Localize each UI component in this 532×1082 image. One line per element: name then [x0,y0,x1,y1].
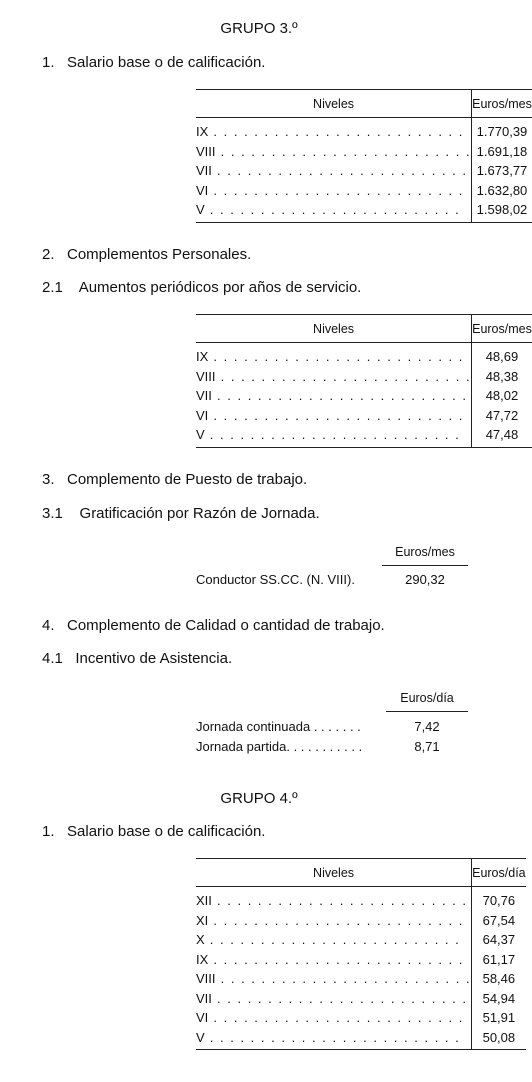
table-row [196,969,526,989]
table-row-label: Conductor SS.CC. (N. VIII). [196,572,355,587]
table-cell-value: 48,69 [472,343,532,367]
table-cell-nivel: VI . . . . . . . . . . . . . . . . . . . . . . . . . [196,1010,464,1026]
table-cell-nivel: VIII . . . . . . . . . . . . . . . . . . . . . . . . . [196,971,472,987]
table-cell-value: 58,46 [472,969,526,989]
table-row [196,200,532,222]
table-cell-nivel: IX . . . . . . . . . . . . . . . . . . . . . . . . . [196,349,464,365]
table-cell-value: 1.598,02 [472,200,532,222]
g3-heading-complemento-calidad: 4. Complemento de Calidad o cantidad de trabajo. [42,617,385,634]
table-cell-nivel: VIII . . . . . . . . . . . . . . . . . . . . . . . . . [196,368,472,384]
table-row-value: 7,42 [414,719,440,734]
table-cell-nivel: VIII . . . . . . . . . . . . . . . . . . . . . . . . . [196,143,472,159]
table-row [196,989,526,1009]
table-cell-value: 51,91 [472,1008,526,1028]
table-cell-value: 67,54 [472,911,526,931]
column-header-niveles: Niveles [196,90,472,118]
table-row [196,1028,526,1050]
table-row [196,1008,526,1028]
table-cell-nivel: XI . . . . . . . . . . . . . . . . . . . . . . . . . [196,912,464,928]
table-row [196,161,532,181]
g3-gratificacion-table [196,539,472,595]
table-row [196,911,526,931]
table-cell-nivel: VII . . . . . . . . . . . . . . . . . . . . . . . . . [196,388,468,404]
table-row [196,118,532,142]
table-cell-nivel: X . . . . . . . . . . . . . . . . . . . . . . . . . [196,932,461,948]
g3-heading-salario-base: 1. Salario base o de calificación. [42,54,266,71]
column-header-euros: Euros/mes [382,539,468,566]
table-row-label: Jornada continuada . . . . . . . [196,719,361,734]
g3-heading-gratificacion-jornada: 3.1 Gratificación por Razón de Jornada. [42,505,320,522]
g4-heading-salario-base: 1. Salario base o de calificación. [42,823,266,840]
table-row-value: 290,32 [405,572,445,587]
table-row-value: 8,71 [414,739,440,754]
table-cell-nivel: VI . . . . . . . . . . . . . . . . . . . . . . . . . [196,407,464,423]
table-cell-value: 64,37 [472,930,526,950]
table-cell-value: 70,76 [472,887,526,911]
table-cell-value: 48,02 [472,386,532,406]
table-cell-value: 1.673,77 [472,161,532,181]
table-row [196,367,532,387]
g3-heading-aumentos-periodicos: 2.1 Aumentos periódicos por años de servicio. [42,279,362,296]
table-cell-nivel: VII . . . . . . . . . . . . . . . . . . . . . . . . . [196,163,468,179]
column-header-euros: Euros/mes [472,315,532,343]
table-cell-nivel: VI . . . . . . . . . . . . . . . . . . . . . . . . . [196,182,464,198]
g3-incentivo-table [196,685,472,765]
table-row [196,425,532,447]
table-cell-value: 1.632,80 [472,181,532,201]
g3-heading-complementos-personales: 2. Complementos Personales. [42,246,252,263]
table-row [196,386,532,406]
table-cell-value: 1.691,18 [472,142,532,162]
g3-salario-table [196,89,532,223]
g3-aumentos-table [196,314,532,448]
table-cell-value: 61,17 [472,950,526,970]
table-row [196,142,532,162]
table-cell-value: 50,08 [472,1028,526,1050]
column-header-niveles: Niveles [196,315,472,343]
table-cell-value: 47,72 [472,406,532,426]
table-row [196,181,532,201]
group-3-title: GRUPO 3.º [220,20,298,37]
column-header-euros-dia: Euros/día [472,859,526,887]
table-cell-nivel: V . . . . . . . . . . . . . . . . . . . . . . . . . [196,425,472,447]
table-cell-nivel: IX . . . . . . . . . . . . . . . . . . . . . . . . . [196,951,464,967]
table-cell-nivel: V . . . . . . . . . . . . . . . . . . . . . . . . . [196,200,472,222]
column-header-niveles: Niveles [196,859,472,887]
table-row [196,406,532,426]
g3-heading-complemento-puesto: 3. Complemento de Puesto de trabajo. [42,471,308,488]
table-row [196,343,532,367]
table-cell-nivel: VII . . . . . . . . . . . . . . . . . . . . . . . . . [196,990,468,1006]
table-row [196,930,526,950]
column-header-euros: Euros/mes [472,90,532,118]
table-row-label: Jornada partida. . . . . . . . . . . [196,739,363,754]
column-header-euros-dia: Euros/día [386,685,468,712]
table-cell-nivel: V . . . . . . . . . . . . . . . . . . . . . . . . . [196,1028,472,1050]
table-cell-value: 54,94 [472,989,526,1009]
table-cell-value: 48,38 [472,367,532,387]
table-row [196,950,526,970]
g3-heading-incentivo-asistencia: 4.1 Incentivo de Asistencia. [42,650,233,667]
table-cell-value: 47,48 [472,425,532,447]
table-cell-nivel: IX . . . . . . . . . . . . . . . . . . . . . . . . . [196,124,464,140]
table-row [196,887,526,911]
table-cell-nivel: XII . . . . . . . . . . . . . . . . . . . . . . . . . [196,893,468,909]
g4-salario-table [196,858,526,1050]
table-cell-value: 1.770,39 [472,118,532,142]
group-4-title: GRUPO 4.º [220,790,298,807]
